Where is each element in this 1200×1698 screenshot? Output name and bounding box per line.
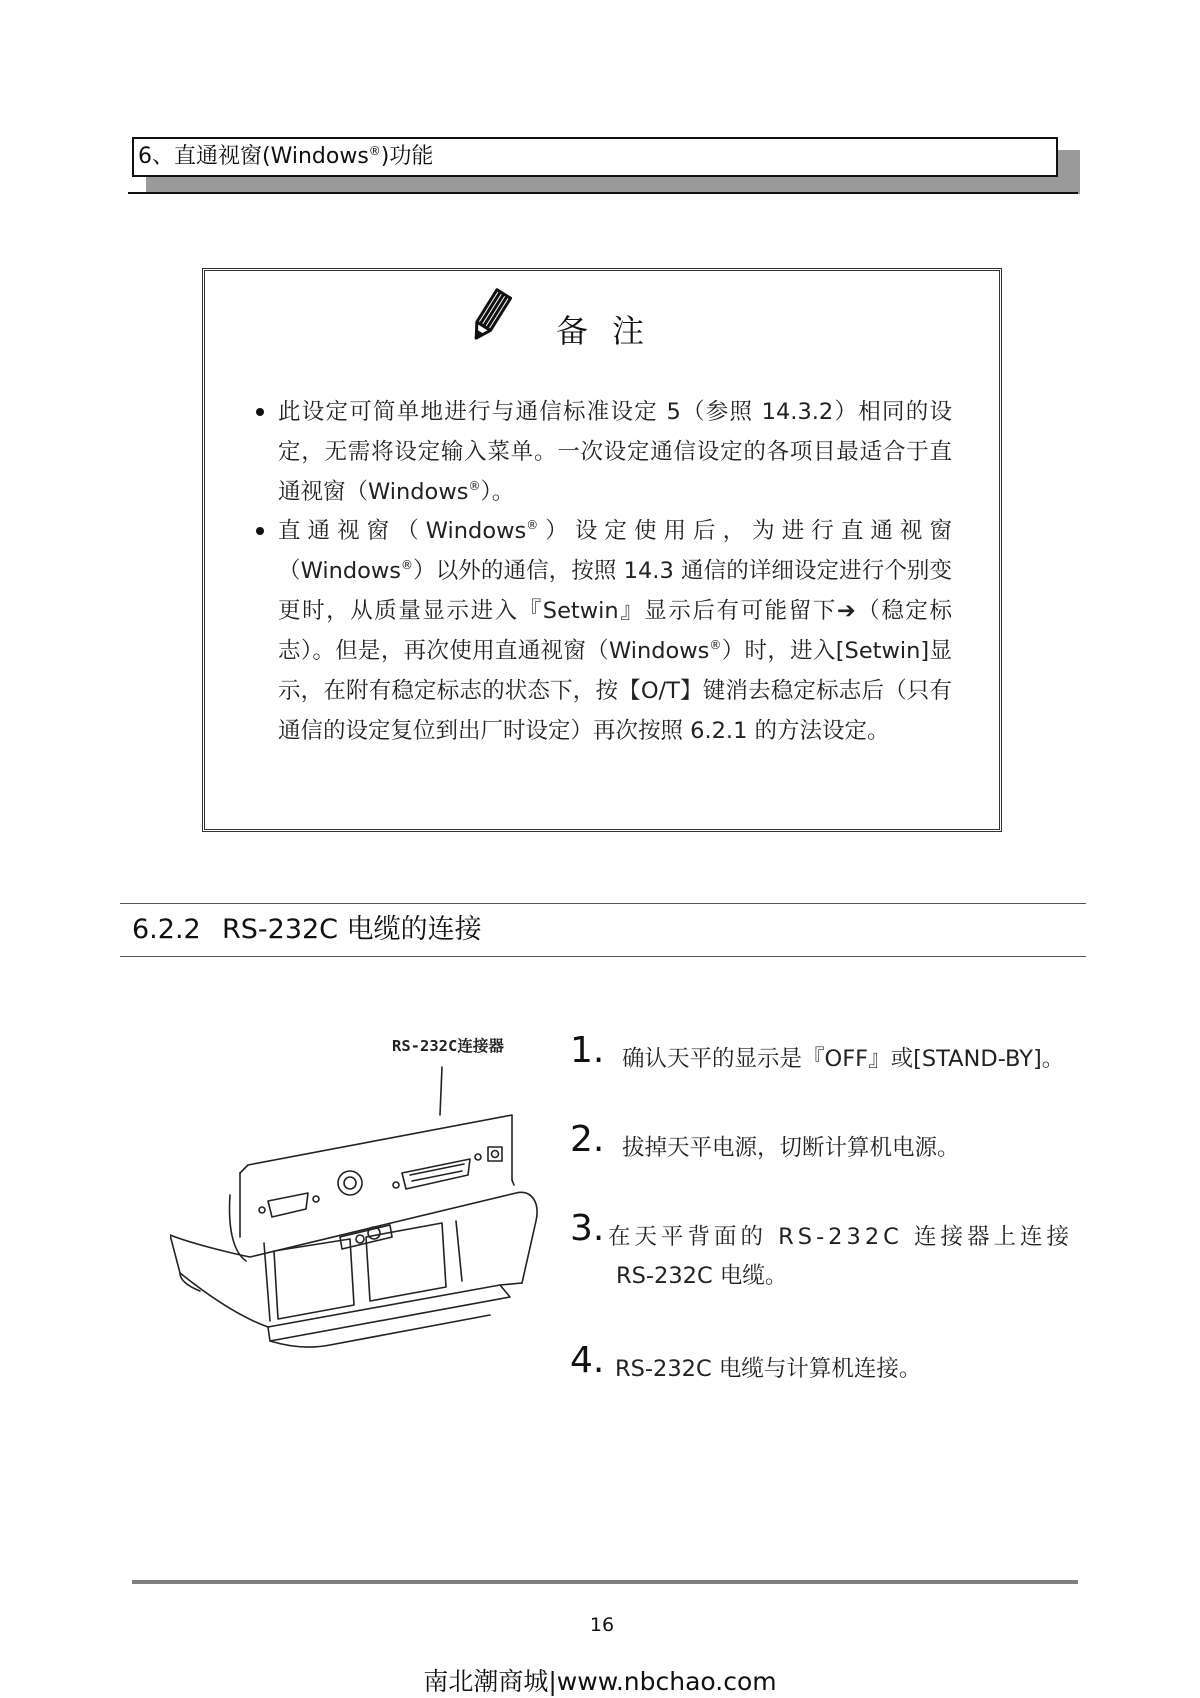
step-text-continuation: RS-232C 电缆。 [616, 1263, 788, 1289]
registered-mark: ® [368, 144, 381, 158]
registered-mark: ® [709, 638, 722, 652]
step-text: RS-232C 电缆与计算机连接。 [615, 1356, 922, 1382]
step-text: 在天平背面的 RS-232C 连接器上连接 [608, 1224, 1073, 1250]
registered-mark: ® [401, 558, 414, 572]
note-title: 备注 [556, 312, 669, 350]
registered-mark: ® [526, 518, 539, 532]
chapter-divider [128, 192, 1078, 194]
step-text: 拔掉天平电源，切断计算机电源。 [622, 1135, 960, 1161]
chapter-title-suffix: )功能 [380, 144, 434, 169]
step-number: 2. [570, 1119, 605, 1160]
section-number: 6.2.2 [132, 914, 201, 945]
step-number: 4. [570, 1340, 605, 1381]
step-number: 1. [570, 1030, 605, 1071]
chapter-header [132, 137, 1058, 177]
note-item: 此设定可简单地进行与通信标准设定 5（参照 14.3.2）相同的设定，无需将设定输入菜单。一次设定通信设定的各项目最适合于直通视窗（Windows®）。 [278, 392, 952, 514]
pencil-icon [464, 286, 516, 346]
step-text: 确认天平的显示是『OFF』或[STAND-BY]。 [622, 1046, 1065, 1072]
balance-rear-illustration [170, 1025, 542, 1370]
page-number: 16 [589, 1614, 615, 1636]
site-watermark: 南北潮商城|www.nbchao.com [423, 1667, 777, 1696]
section-title: RS-232C 电缆的连接 [222, 914, 482, 945]
section-rule-bottom [120, 956, 1086, 957]
figure-callout-label: RS-232C连接器 [392, 1037, 504, 1055]
note-item: 直通视窗（Windows®）设定使用后，为进行直通视窗（Windows®）以外的通信，按照 14.3 通信的详细设定进行个别变更时，从质量显示进入『Setwin』显示后有可能留下➔（稳定标志）。但是，再次使用直通视窗（Windows®）时，进入[Setwin]显示，在附有稳定标志的状态下，按【O/T】键消去稳定标志后（只有通信的设定复位到出厂时设定）再次按照 6.2.1 的方法设定。 [278, 511, 952, 791]
registered-mark: ® [468, 479, 481, 493]
footer-rule [132, 1580, 1078, 1584]
chapter-title-prefix: 6、直通视窗(Windows [138, 144, 369, 169]
section-rule-top [120, 903, 1086, 904]
step-number: 3. [570, 1208, 605, 1249]
